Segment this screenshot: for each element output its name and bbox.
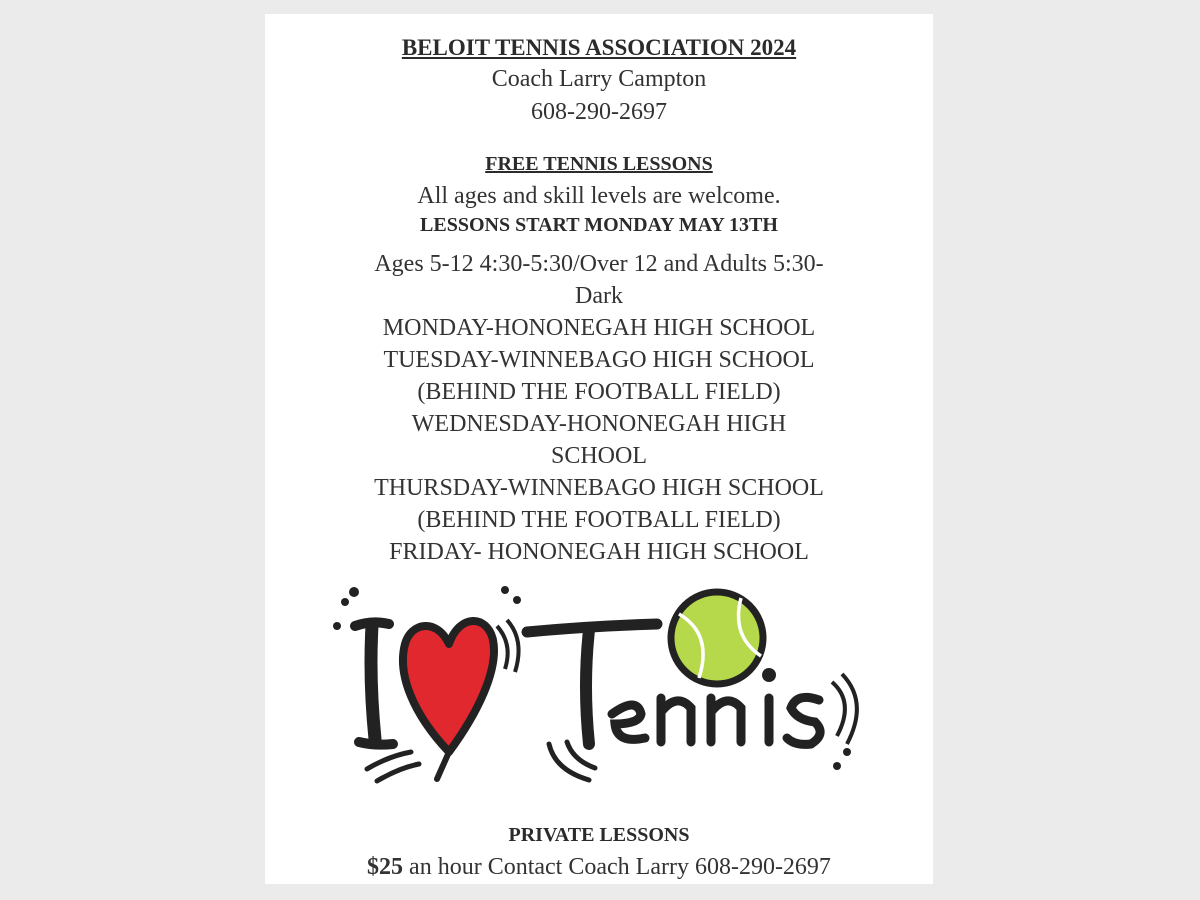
welcome-text: All ages and skill levels are welcome. (417, 183, 781, 209)
schedule-line: (BEHIND THE FOOTBALL FIELD) (417, 379, 781, 405)
lessons-start-date: LESSONS START MONDAY MAY 13TH (420, 214, 778, 236)
private-lessons-details (265, 855, 933, 879)
schedule-line: MONDAY-HONONEGAH HIGH SCHOOL (382, 315, 816, 341)
schedule-line: FRIDAY- HONONEGAH HIGH SCHOOL (389, 539, 809, 565)
schedule-line: TUESDAY-WINNEBAGO HIGH SCHOOL (383, 347, 815, 373)
heart-icon (403, 620, 519, 779)
schedule-line: SCHOOL (550, 443, 647, 469)
flyer-title: BELOIT TENNIS ASSOCIATION 2024 (401, 35, 797, 60)
schedule-line: Ages 5-12 4:30-5:30/Over 12 and Adults 5:30- (374, 251, 824, 277)
free-lessons-heading: FREE TENNIS LESSONS (485, 153, 713, 175)
private-contact-text: an hour Contact Coach Larry 608-290-2697 (403, 854, 831, 880)
private-lessons-heading: PRIVATE LESSONS (508, 824, 690, 846)
flyer-page (265, 14, 933, 884)
schedule-line: (BEHIND THE FOOTBALL FIELD) (417, 507, 781, 533)
coach-phone: 608-290-2697 (531, 99, 667, 125)
schedule-line: WEDNESDAY-HONONEGAH HIGH (411, 411, 787, 437)
private-price: $25 (367, 854, 404, 880)
schedule-line: THURSDAY-WINNEBAGO HIGH SCHOOL (374, 475, 824, 501)
tennis-ball-icon (671, 592, 763, 684)
coach-name: Coach Larry Campton (491, 66, 707, 92)
i-love-tennis-logo (327, 574, 867, 789)
letter-i-glyph (355, 622, 393, 744)
schedule-line: Dark (575, 283, 623, 309)
